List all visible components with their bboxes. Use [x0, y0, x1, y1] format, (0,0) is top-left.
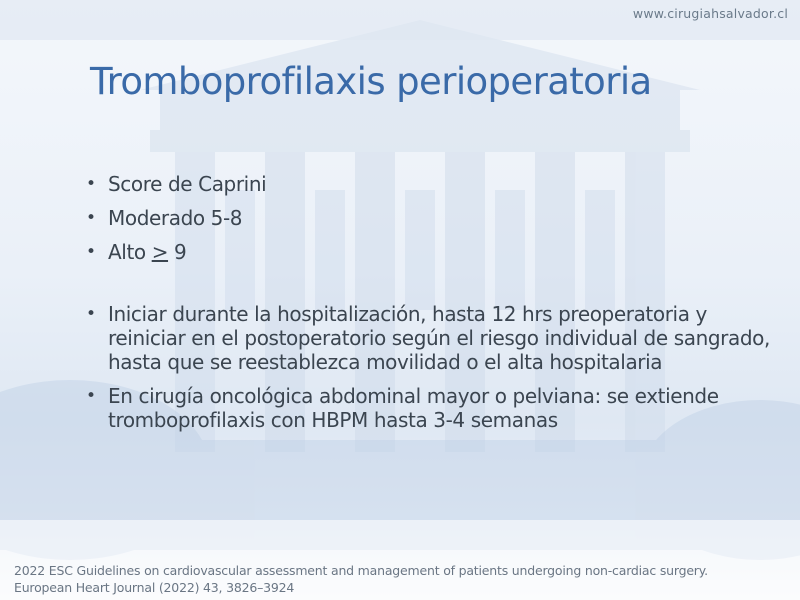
- bullet-text: Iniciar durante la hospitalización, hasta 12 hrs preoperatoria y reiniciar en el postoperatorio según el riesgo individual de sangrado, hasta que se reestablezca movilidad o el alta hospitalaria: [108, 302, 770, 374]
- bullet-text: En cirugía oncológica abdominal mayor o pelviana: se extiende tromboprofilaxis con HBPM hasta 3-4 semanas: [108, 384, 719, 432]
- bullet-item-iniciar: [86, 302, 776, 374]
- reference-line-1: 2022 ESC Guidelines on cardiovascular assessment and management of patients undergoing non-cardiac surgery.: [14, 563, 708, 578]
- website-watermark: www.cirugiahsalvador.cl: [632, 6, 788, 21]
- bullet-icon: •: [86, 304, 96, 324]
- bullet-item-alto: [86, 240, 776, 264]
- bullet-icon: •: [86, 174, 96, 194]
- bullet-list: [86, 172, 776, 432]
- bullet-icon: •: [86, 386, 96, 406]
- reference-citation: [14, 562, 708, 596]
- bullet-text: Alto: [108, 240, 152, 264]
- reference-line-2: European Heart Journal (2022) 43, 3826–3924: [14, 580, 295, 595]
- bullet-item-oncologica: [86, 384, 776, 432]
- greater-or-equal-symbol: >: [151, 240, 169, 264]
- bullet-icon: •: [86, 242, 96, 262]
- bullet-item-caprini: [86, 172, 776, 196]
- bullet-text: Score de Caprini: [108, 172, 267, 196]
- bullet-item-moderado: [86, 206, 776, 230]
- bullet-text: Moderado 5-8: [108, 206, 243, 230]
- bullet-icon: •: [86, 208, 96, 228]
- slide-title: Tromboprofilaxis perioperatoria: [90, 60, 652, 103]
- bullet-value: 9: [168, 240, 187, 264]
